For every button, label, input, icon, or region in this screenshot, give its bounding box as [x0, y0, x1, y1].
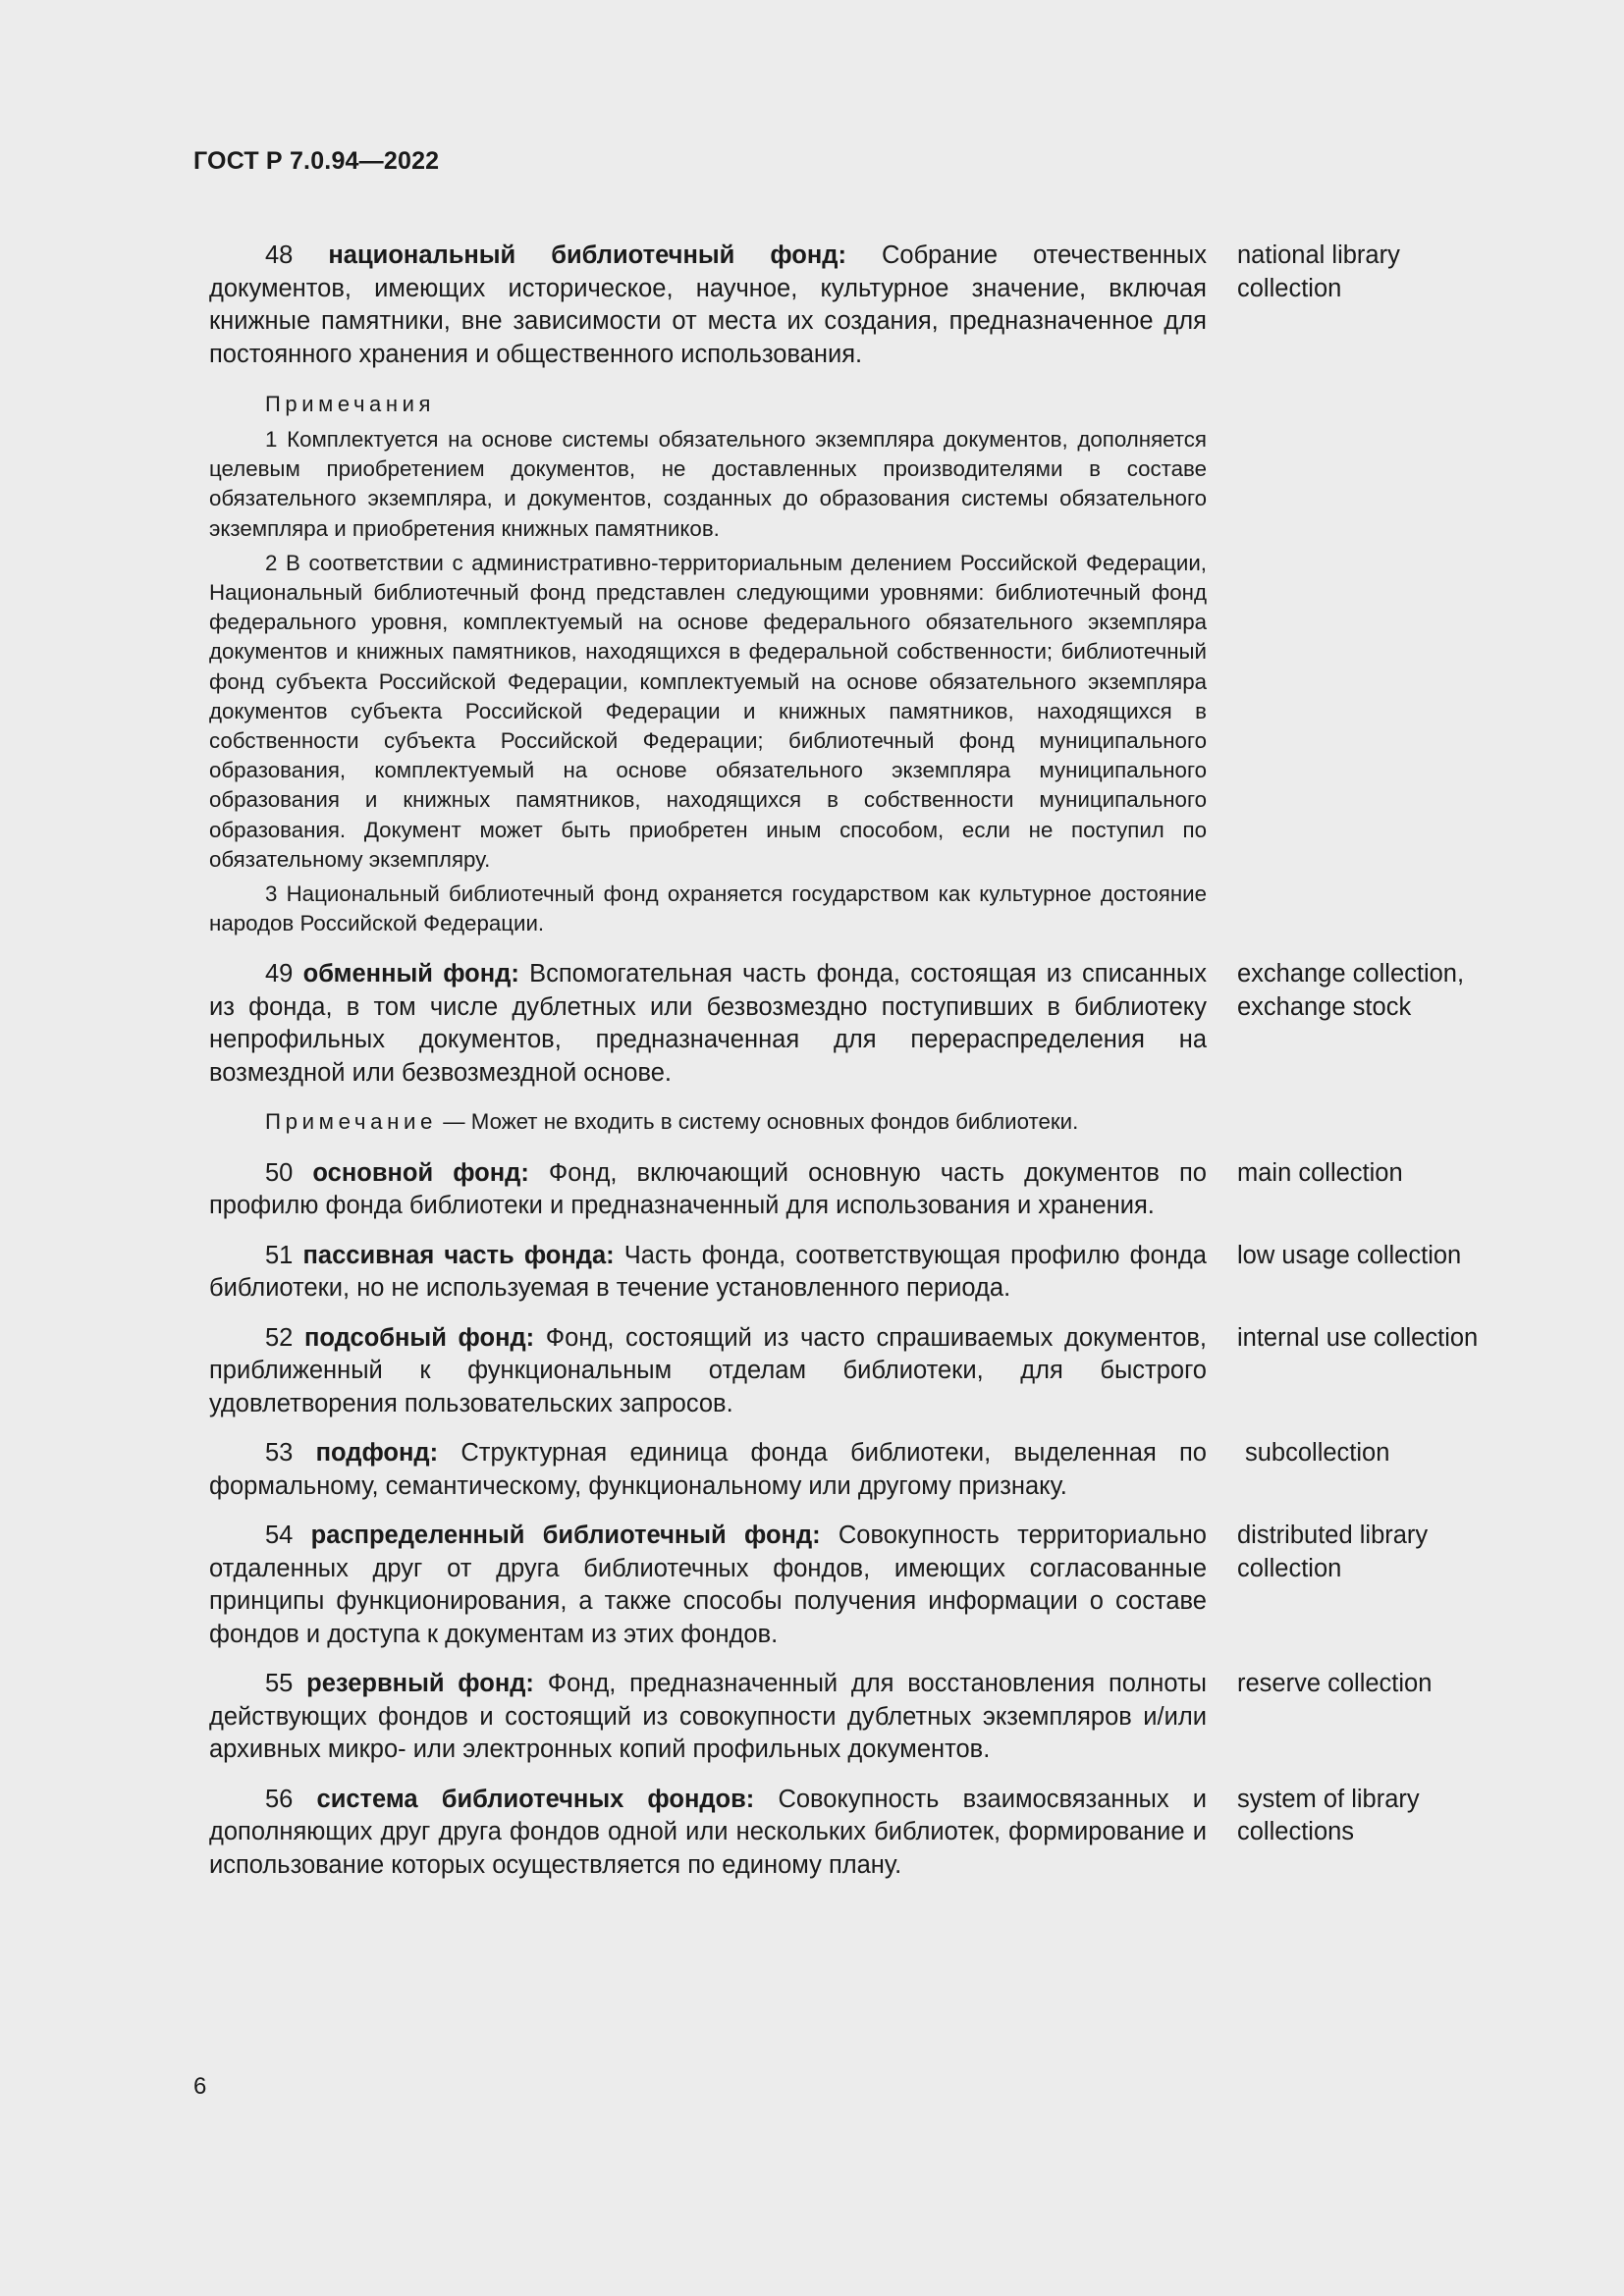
english-equivalent: reserve collection [1237, 1670, 1433, 1698]
term-definition: Структурная единица фонда библиотеки, выделенная по формальному, семантическому, функциональному или другому признаку. [209, 1439, 1207, 1500]
term-entry-52 [209, 1322, 1515, 1421]
term-number: 50 [265, 1158, 294, 1187]
term-text [209, 1520, 1207, 1651]
term-number: 54 [265, 1522, 294, 1550]
note-item-2: 2 В соответствии с административно-территориальным делением Российской Федерации, Национальный библиотечный фонд представлен следующими уровнями: библиотечный фонд федерального уровня, комплектуемый на основе федерального обязательного экземпляра документов и книжных памятников, находящихся в федеральной собственности; библиотечный фонд субъекта Российской Федерации, комплектуемый на основе обязательного экземпляра документов субъекта Российской Федерации и книжных памятников, находящихся в собственности субъекта Российской Федерации; библиотечный фонд муниципального образования, комплектуемый на основе обязательного экземпляра муниципального образования и книжных памятников, находящихся в собственности муниципального образования. Документ может быть приобретен иным способом, если не поступил по обязательному экземпляру. [209, 550, 1207, 872]
term-name: система библиотечных фондов: [316, 1785, 755, 1813]
note-text: — Может не входить в систему основных фондов библиотеки. [443, 1109, 1079, 1135]
note-title: Примечание [265, 1109, 438, 1135]
english-equivalent: exchange collection, exchange stock [1237, 960, 1465, 1021]
page-number: 6 [193, 2073, 207, 2100]
term-entry-51 [209, 1240, 1515, 1306]
english-equivalent: distributed library collection [1237, 1522, 1429, 1582]
term-entry-56 [209, 1784, 1515, 1883]
note-block-49 [209, 1107, 1263, 1137]
term-number: 51 [265, 1241, 294, 1269]
term-text [209, 1668, 1207, 1767]
term-definition: Собрание отечественных документов, имеющих историческое, научное, культурное значение, включая книжные памятники, вне зависимости от места их создания, предназначенное для постоянного хранения и общественного использования. [209, 241, 1208, 368]
english-equivalent: main collection [1237, 1158, 1403, 1187]
term-entry-55 [209, 1668, 1515, 1767]
term-definition: Часть фонда, соответствующая профилю фонда библиотеки, но не используемая в течение установленного периода. [209, 1241, 1207, 1303]
term-name: распределенный библиотечный фонд: [310, 1522, 821, 1550]
term-number: 56 [265, 1785, 294, 1813]
term-definition: Совокупность территориально отдаленных друг от друга библиотечных фондов, имеющих согласованные принципы функционирования, а также способы получения информации о составе фондов и доступа к документам из этих фондов. [209, 1522, 1207, 1648]
note-item-3: 3 Национальный библиотечный фонд охраняется государством как культурное достояние народов Российской Федерации. [209, 881, 1207, 936]
notes-title: Примечания [265, 392, 436, 416]
term-text [209, 1784, 1207, 1883]
term-definition: Фонд, предназначенный для восстановления полноты действующих фондов и состоящий из совокупности дублетных экземпляров и/или архивных микро- или электронных копий профильных документов. [209, 1670, 1207, 1764]
english-equivalent: subcollection [1245, 1439, 1390, 1468]
term-entry-54 [209, 1520, 1515, 1651]
term-number: 49 [265, 960, 294, 988]
terms-content [209, 240, 1515, 1882]
term-number: 52 [265, 1323, 294, 1352]
term-entry-53 [209, 1437, 1515, 1503]
document-header: ГОСТ Р 7.0.94—2022 [193, 147, 440, 175]
term-entry-49 [209, 958, 1515, 1090]
term-name: основной фонд: [312, 1158, 529, 1187]
term-definition: Фонд, состоящий из часто спрашиваемых документов, приближенный к функциональным отделам библиотеки, для быстрого удовлетворения пользовательских запросов. [209, 1323, 1207, 1417]
english-equivalent: low usage collection [1237, 1241, 1462, 1269]
term-name: обменный фонд: [302, 960, 519, 988]
term-name: национальный библиотечный фонд: [328, 241, 846, 269]
term-definition: Фонд, включающий основную часть документов по профилю фонда библиотеки и предназначенный для использования и хранения. [209, 1158, 1207, 1220]
term-number: 53 [265, 1439, 294, 1468]
term-text [209, 1322, 1207, 1421]
term-name: резервный фонд: [306, 1670, 534, 1698]
english-equivalent: national library collection [1237, 241, 1400, 302]
term-text [209, 1240, 1207, 1306]
note-item-1: 1 Комплектуется на основе системы обязательного экземпляра документов, дополняется целевым приобретением документов, не доставленных производителями в составе обязательного экземпляра, и документов, созданных до образования системы обязательного экземпляра и приобретения книжных памятников. [209, 427, 1207, 541]
term-entry-50 [209, 1157, 1515, 1223]
term-text [209, 240, 1207, 371]
term-text [209, 958, 1207, 1090]
term-text [209, 1437, 1207, 1503]
term-name: подфонд: [315, 1439, 439, 1468]
term-number: 55 [265, 1670, 294, 1698]
english-equivalent: system of library collections [1237, 1785, 1420, 1846]
term-definition: Совокупность взаимосвязанных и дополняющих друг друга фондов одной или нескольких библиотек, формирование и использование которых осуществляется по единому плану. [209, 1785, 1208, 1879]
english-equivalent: internal use collection [1237, 1323, 1479, 1352]
term-name: пассивная часть фонда: [302, 1241, 615, 1269]
term-name: подсобный фонд: [304, 1323, 535, 1352]
term-entry-48 [209, 240, 1515, 371]
term-text [209, 1157, 1207, 1223]
term-definition: Вспомогательная часть фонда, состоящая из списанных из фонда, в том числе дублетных или безвозмездно поступивших в библиотеку непрофильных документов, предназначенная для перераспределения на возмездной или безвозмездной основе. [209, 960, 1207, 1087]
notes-block-48 [209, 390, 1515, 938]
term-number: 48 [265, 241, 294, 269]
